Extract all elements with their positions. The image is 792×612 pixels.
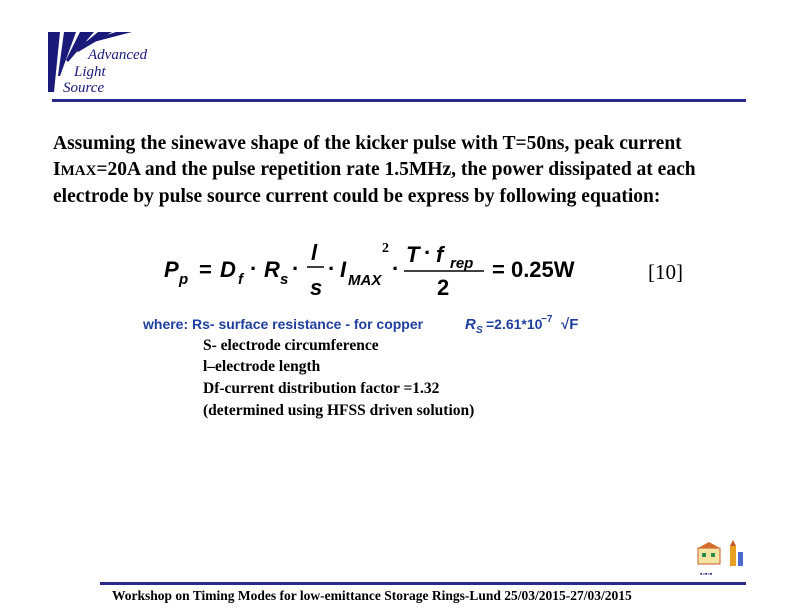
footer-rule <box>100 582 746 585</box>
eq-imax-exp: 2 <box>382 241 389 256</box>
intro-text-2: =20A and the pulse repetition rate 1.5MHz, the power dissipated at each electrode by pulse source current could be express by following equation: <box>53 159 696 207</box>
logo-word-light: Light <box>74 64 106 80</box>
where-rs-sub: S <box>476 325 483 335</box>
footer-text: Workshop on Timing Modes for low-emittance Storage Rings-Lund 25/03/2015-27/03/2015 <box>112 588 632 603</box>
eq-frac2-f: f <box>436 242 444 267</box>
logo-word-advanced: Advanced <box>88 47 148 63</box>
eq-rs: R <box>264 257 280 282</box>
intro-paragraph <box>53 131 743 210</box>
eq-df: D <box>220 257 236 282</box>
eq-rs-sub: s <box>280 271 289 288</box>
eq-dot-3: · <box>328 256 336 281</box>
eq-df-sub: f <box>238 271 243 288</box>
eq-dot-1: · <box>250 256 258 281</box>
definition-item: Df-current distribution factor =1.32 <box>203 380 440 397</box>
where-exponent: −7 <box>541 314 553 325</box>
eq-lhs-sub: p <box>179 271 189 288</box>
eq-frac2-t: T <box>406 242 420 267</box>
eq-frac1-num: l <box>311 240 318 265</box>
als-logo <box>46 30 166 98</box>
eq-frac2-den: 2 <box>437 275 450 300</box>
definition-item: S- electrode circumference <box>203 337 379 354</box>
eq-imax-sub: MAX <box>348 272 382 289</box>
eq-dot-2: · <box>292 256 300 281</box>
eq-dot-5: · <box>424 240 432 265</box>
where-prefix: where: Rs- surface resistance - for copper <box>143 316 424 332</box>
eq-lhs: P <box>164 257 179 282</box>
logo-word-source: Source <box>63 80 105 96</box>
where-rs: R <box>465 316 476 333</box>
intro-text-imax: MAX <box>60 163 97 179</box>
eq-dot-4: · <box>392 256 400 281</box>
definition-item: l–electrode length <box>203 358 321 375</box>
intro-text-1: Assuming the sinewave shape of the kicker pulse with T=50ns, peak current I <box>53 133 682 180</box>
definition-item: (determined using HFSS driven solution) <box>203 402 475 419</box>
eq-equals-1: = <box>199 257 212 282</box>
where-line <box>143 313 613 335</box>
where-value: =2.61*10 <box>486 316 543 332</box>
eq-result: = 0.25W <box>492 257 575 282</box>
power-equation <box>160 240 620 302</box>
eq-frac1-den: s <box>310 275 323 300</box>
lund-logo-icon <box>694 540 748 580</box>
eq-imax: I <box>340 257 347 282</box>
svg-text:▪▫▪▫▪: ▪▫▪▫▪ <box>700 571 713 578</box>
equation-reference: [10] <box>648 260 683 284</box>
header-rule <box>52 99 746 102</box>
eq-frac2-f-sub: rep <box>450 255 474 272</box>
where-sqrt: √F <box>561 316 579 333</box>
